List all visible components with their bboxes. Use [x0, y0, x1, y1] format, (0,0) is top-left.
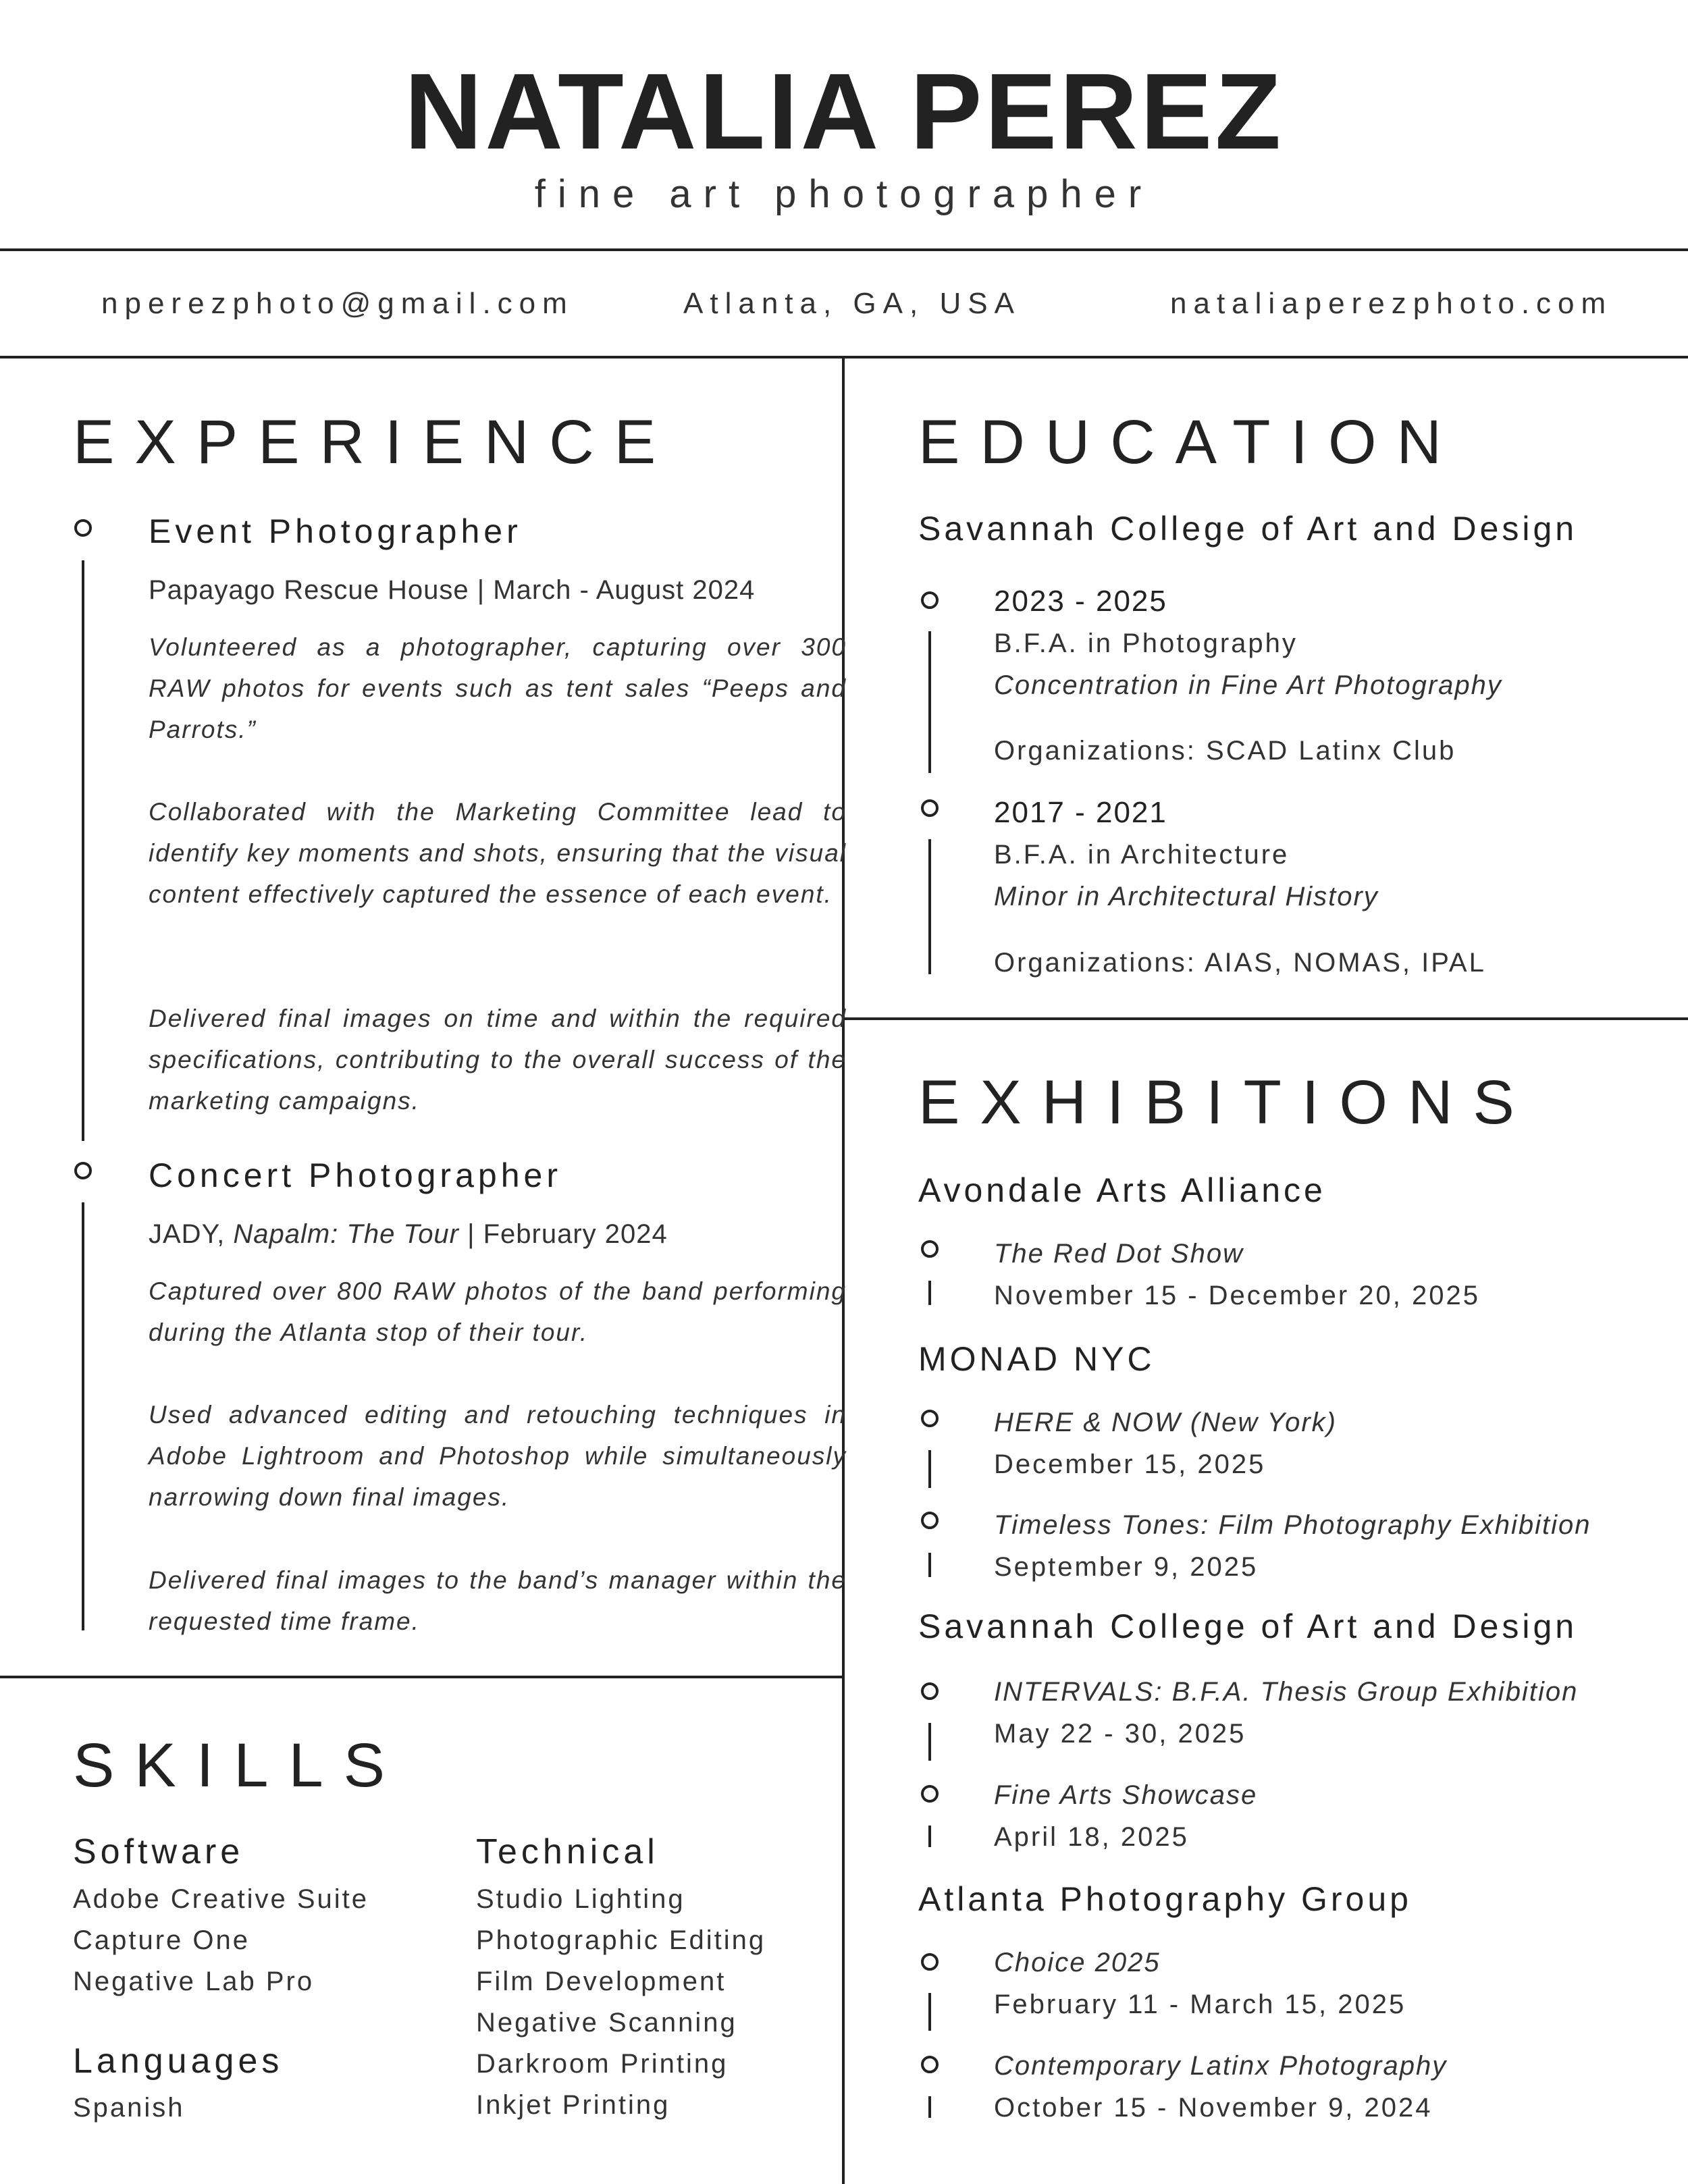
timeline-line — [928, 839, 931, 974]
job-description: Volunteered as a photographer, capturing over 300 RAW photos for events such as tent sales “Peeps and Parrots.” — [149, 633, 847, 743]
education-degree: B.F.A. in Architecture — [994, 840, 1290, 870]
exhibition-title: HERE & NOW (New York) — [994, 1408, 1337, 1437]
technical-heading: Technical — [476, 1832, 659, 1871]
job-subtitle: Papayago Rescue House | March - August 2024 — [149, 575, 756, 605]
timeline-line — [928, 1993, 931, 2031]
job-subtitle: JADY, Napalm: The Tour | February 2024 — [149, 1219, 668, 1249]
software-heading: Software — [73, 1832, 244, 1871]
skills-heading: SKILLS — [73, 1731, 405, 1800]
timeline-line — [928, 2096, 931, 2118]
skill-item: Negative Scanning — [476, 2008, 737, 2037]
exhibition-title: Choice 2025 — [994, 1948, 1161, 1977]
exhibition-venue: Savannah College of Art and Design — [918, 1607, 1578, 1645]
job-title: Event Photographer — [149, 512, 522, 550]
skill-item: Darkroom Printing — [476, 2049, 729, 2079]
skill-item: Film Development — [476, 1967, 727, 1996]
job-description: Captured over 800 RAW photos of the band performing during the Atlanta stop of their tour. — [149, 1277, 847, 1346]
education-years: 2023 - 2025 — [994, 585, 1167, 618]
timeline-dot — [921, 591, 939, 609]
timeline-line — [928, 1553, 931, 1577]
skill-item: Negative Lab Pro — [73, 1967, 315, 1996]
timeline-line — [928, 1450, 931, 1488]
job-description: Delivered final images on time and within the required specifications, contributing to the overall success of the marketing campaigns. — [149, 1005, 847, 1115]
education-organizations: Organizations: AIAS, NOMAS, IPAL — [994, 948, 1486, 978]
software-list — [73, 1879, 369, 2002]
education-years: 2017 - 2021 — [994, 796, 1167, 829]
education-heading: EDUCATION — [918, 408, 1462, 477]
skill-item: Adobe Creative Suite — [73, 1884, 369, 1914]
job-title: Concert Photographer — [149, 1156, 562, 1194]
exhibition-title: Contemporary Latinx Photography — [994, 2051, 1448, 2081]
resume-name: NATALIA PEREZ — [404, 51, 1284, 171]
technical-list — [476, 1879, 766, 2126]
exhibition-venue: Avondale Arts Alliance — [918, 1171, 1326, 1209]
header-divider-top — [0, 248, 1688, 251]
timeline-dot — [921, 799, 939, 817]
exhibition-venue: MONAD NYC — [918, 1340, 1155, 1378]
timeline-dot — [921, 1785, 939, 1803]
timeline-dot — [921, 1512, 939, 1529]
languages-list — [73, 2087, 185, 2129]
skill-item: Inkjet Printing — [476, 2090, 670, 2120]
exhibitions-heading: EXHIBITIONS — [918, 1068, 1535, 1137]
timeline-line — [928, 631, 931, 773]
exhibition-date: October 15 - November 9, 2024 — [994, 2093, 1433, 2123]
timeline-dot — [921, 1240, 939, 1258]
exhibition-date: November 15 - December 20, 2025 — [994, 1281, 1480, 1310]
contact-email[interactable]: nperezphoto@gmail.com — [101, 287, 574, 320]
education-organizations: Organizations: SCAD Latinx Club — [994, 736, 1456, 766]
timeline-line — [82, 560, 84, 1141]
timeline-line — [82, 1202, 84, 1630]
exhibition-title: Fine Arts Showcase — [994, 1780, 1258, 1810]
exhibition-venue: Atlanta Photography Group — [918, 1880, 1412, 1918]
timeline-dot — [74, 519, 92, 537]
contact-location: Atlanta, GA, USA — [683, 287, 1021, 320]
timeline-line — [928, 1281, 931, 1305]
timeline-dot — [74, 1162, 92, 1179]
exhibition-title: The Red Dot Show — [994, 1239, 1244, 1269]
experience-divider — [0, 1676, 842, 1678]
job-description: Delivered final images to the band’s manager within the requested time frame. — [149, 1566, 847, 1635]
exhibition-title: Timeless Tones: Film Photography Exhibition — [994, 1510, 1591, 1540]
skill-item: Studio Lighting — [476, 1884, 685, 1914]
education-divider — [843, 1017, 1688, 1020]
timeline-dot — [921, 1682, 939, 1700]
education-concentration: Concentration in Fine Art Photography — [994, 670, 1502, 700]
education-concentration: Minor in Architectural History — [994, 882, 1379, 911]
school-name: Savannah College of Art and Design — [918, 510, 1578, 548]
timeline-dot — [921, 1410, 939, 1427]
exhibition-date: February 11 - March 15, 2025 — [994, 1990, 1406, 2019]
exhibition-date: December 15, 2025 — [994, 1449, 1266, 1479]
resume-tagline: fine art photographer — [534, 172, 1154, 216]
skill-item: Capture One — [73, 1925, 250, 1955]
exhibition-date: April 18, 2025 — [994, 1822, 1189, 1852]
exhibition-date: May 22 - 30, 2025 — [994, 1719, 1246, 1749]
timeline-line — [928, 1723, 931, 1761]
timeline-line — [928, 1826, 931, 1847]
language-item: Spanish — [73, 2093, 185, 2123]
contact-website[interactable]: nataliaperezphoto.com — [1170, 287, 1613, 320]
job-description: Used advanced editing and retouching techniques in Adobe Lightroom and Photoshop while simultaneously narrowing down final images. — [149, 1401, 847, 1511]
tour-name: Napalm: The Tour — [233, 1219, 459, 1249]
exhibition-date: September 9, 2025 — [994, 1552, 1259, 1582]
timeline-dot — [921, 1953, 939, 1971]
skill-item: Photographic Editing — [476, 1925, 766, 1955]
education-degree: B.F.A. in Photography — [994, 629, 1298, 658]
exhibition-title: INTERVALS: B.F.A. Thesis Group Exhibition — [994, 1677, 1579, 1707]
languages-heading: Languages — [73, 2042, 284, 2081]
experience-heading: EXPERIENCE — [73, 408, 677, 477]
timeline-dot — [921, 2056, 939, 2073]
job-description: Collaborated with the Marketing Committee lead to identify key moments and shots, ensuring that the visual content effectively captured the essence of each event. — [149, 798, 847, 908]
